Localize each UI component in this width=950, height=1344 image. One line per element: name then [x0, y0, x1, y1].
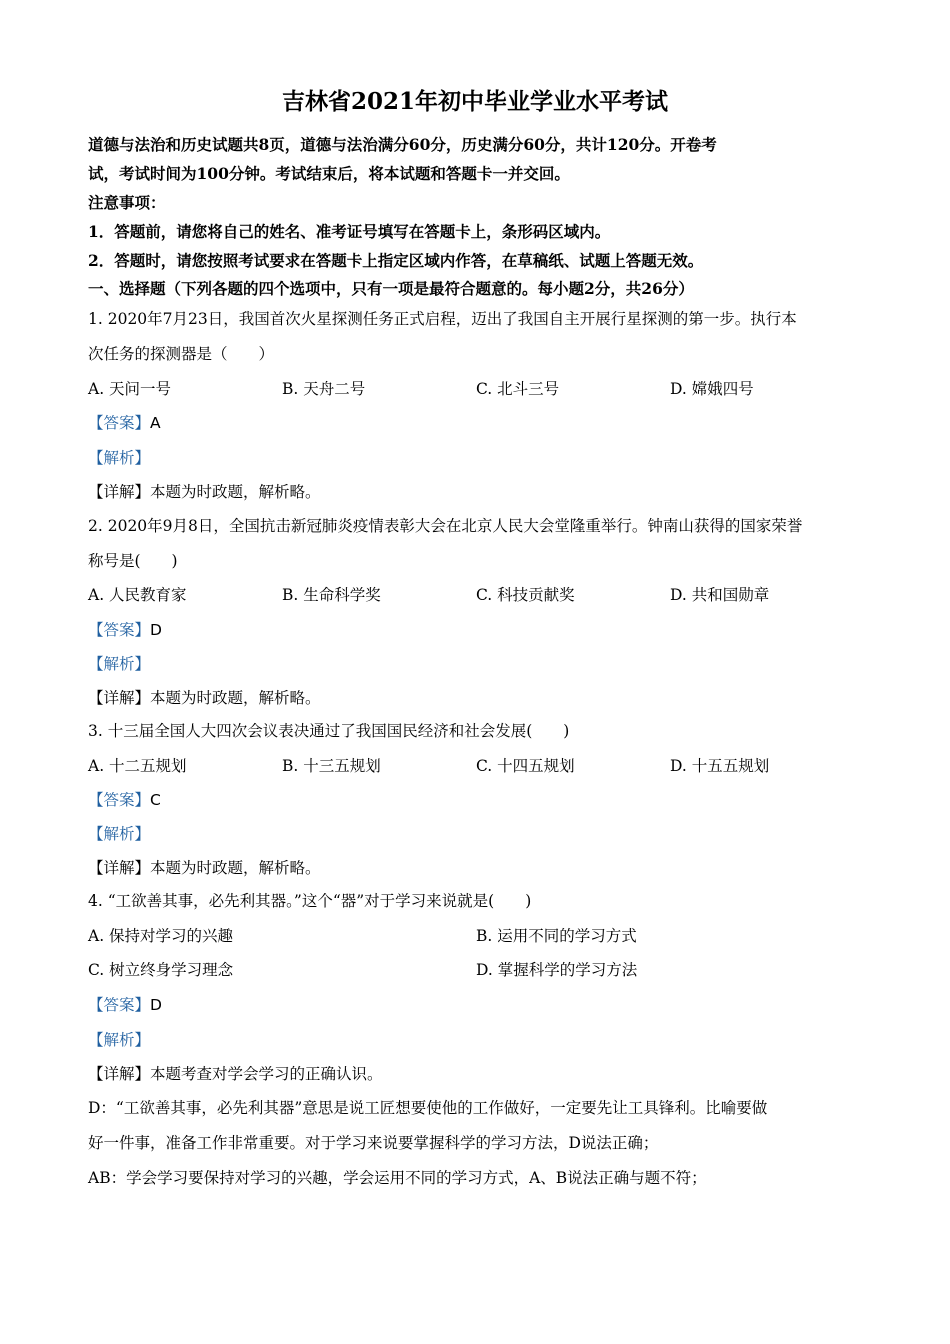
question-4-answer	[88, 993, 162, 1017]
question-3-stem: 3. 十三届全国人大四次会议表决通过了我国国民经济和社会发展( )	[88, 722, 570, 740]
answer-label: 【答案】	[88, 791, 151, 809]
question-1-option-c: C. 北斗三号	[476, 380, 560, 398]
answer-label: 【答案】	[88, 414, 151, 432]
question-2-option-c: C. 科技贡献奖	[476, 586, 575, 604]
answer-value: A	[150, 414, 161, 432]
question-2-answer	[88, 618, 162, 642]
answer-value: D	[150, 621, 162, 639]
question-2-stem-line-2: 称号是( )	[88, 552, 178, 570]
question-4-stem: 4. “工欲善其事，必先利其器。”这个“器”对于学习来说就是( )	[88, 892, 532, 910]
answer-value: C	[150, 791, 161, 809]
answer-label: 【答案】	[88, 996, 151, 1014]
question-4-analysis-label: 【解析】	[88, 1031, 151, 1049]
answer-label: 【答案】	[88, 621, 151, 639]
question-1-option-b: B. 天舟二号	[282, 380, 366, 398]
intro-line-1: 道德与法治和历史试题共8页，道德与法治满分60分，历史满分60分，共计120分。开卷考	[88, 135, 717, 154]
question-2-detail	[88, 686, 321, 710]
exam-title: 吉林省2021年初中毕业学业水平考试	[281, 88, 668, 115]
answer-value: D	[150, 996, 162, 1014]
question-1-detail	[88, 480, 321, 504]
question-1-stem-line-1: 1. 2020年7月23日，我国首次火星探测任务正式启程，迈出了我国自主开展行星探测的第一步。执行本	[88, 310, 797, 328]
question-3-option-b: B. 十三五规划	[282, 757, 381, 775]
notice-item-1: 1．答题前，请您将自己的姓名、准考证号填写在答题卡上，条形码区域内。	[88, 222, 611, 241]
section-heading: 一、选择题（下列各题的四个选项中，只有一项是最符合题意的。每小题2分，共26分）	[88, 279, 694, 298]
question-4-detail	[88, 1062, 383, 1086]
question-1-stem-line-2: 次任务的探测器是（ ）	[88, 345, 275, 363]
detail-text: 本题为时政题，解析略。	[150, 483, 321, 501]
question-3-option-d: D. 十五五规划	[670, 757, 770, 775]
question-4-option-c: C. 树立终身学习理念	[88, 961, 234, 979]
question-4-option-b: B. 运用不同的学习方式	[476, 927, 637, 945]
detail-label: 【详解】	[88, 1065, 151, 1083]
question-4-option-d: D. 掌握科学的学习方法	[476, 961, 638, 979]
question-3-option-a: A. 十二五规划	[88, 757, 187, 775]
question-2-stem-line-1: 2. 2020年9月8日，全国抗击新冠肺炎疫情表彰大会在北京人民大会堂隆重举行。钟南山获得的国家荣誉	[88, 517, 803, 535]
question-1-option-d: D. 嫦娥四号	[670, 380, 754, 398]
question-3-analysis-label: 【解析】	[88, 825, 151, 843]
intro-line-2: 试，考试时间为100分钟。考试结束后，将本试题和答题卡一并交回。	[88, 164, 570, 183]
detail-text: 本题为时政题，解析略。	[150, 859, 321, 877]
notice-heading: 注意事项：	[88, 193, 166, 212]
question-4-explain-line-2: 好一件事，准备工作非常重要。对于学习来说要掌握科学的学习方法，D说法正确；	[88, 1134, 659, 1152]
question-4-explain-line-3: AB：学会学习要保持对学习的兴趣，学会运用不同的学习方式，A、B说法正确与题不符；	[88, 1169, 707, 1187]
detail-label: 【详解】	[88, 859, 151, 877]
question-2-option-b: B. 生命科学奖	[282, 586, 381, 604]
question-2-option-a: A. 人民教育家	[88, 586, 187, 604]
question-4-explain-line-1: D：“工欲善其事，必先利其器”意思是说工匠想要使他的工作做好，一定要先让工具锋利。比喻要做	[88, 1099, 768, 1117]
question-2-option-d: D. 共和国勋章	[670, 586, 770, 604]
question-1-analysis-label: 【解析】	[88, 449, 151, 467]
question-1-option-a: A. 天问一号	[88, 380, 172, 398]
question-4-option-a: A. 保持对学习的兴趣	[88, 927, 234, 945]
notice-item-2: 2．答题时，请您按照考试要求在答题卡上指定区域内作答，在草稿纸、试题上答题无效。	[88, 251, 704, 270]
detail-label: 【详解】	[88, 689, 151, 707]
question-2-analysis-label: 【解析】	[88, 655, 151, 673]
detail-text: 本题考查对学会学习的正确认识。	[150, 1065, 383, 1083]
detail-label: 【详解】	[88, 483, 151, 501]
question-3-answer	[88, 788, 161, 812]
question-3-detail	[88, 856, 321, 880]
detail-text: 本题为时政题，解析略。	[150, 689, 321, 707]
question-3-option-c: C. 十四五规划	[476, 757, 575, 775]
question-1-answer	[88, 411, 161, 435]
